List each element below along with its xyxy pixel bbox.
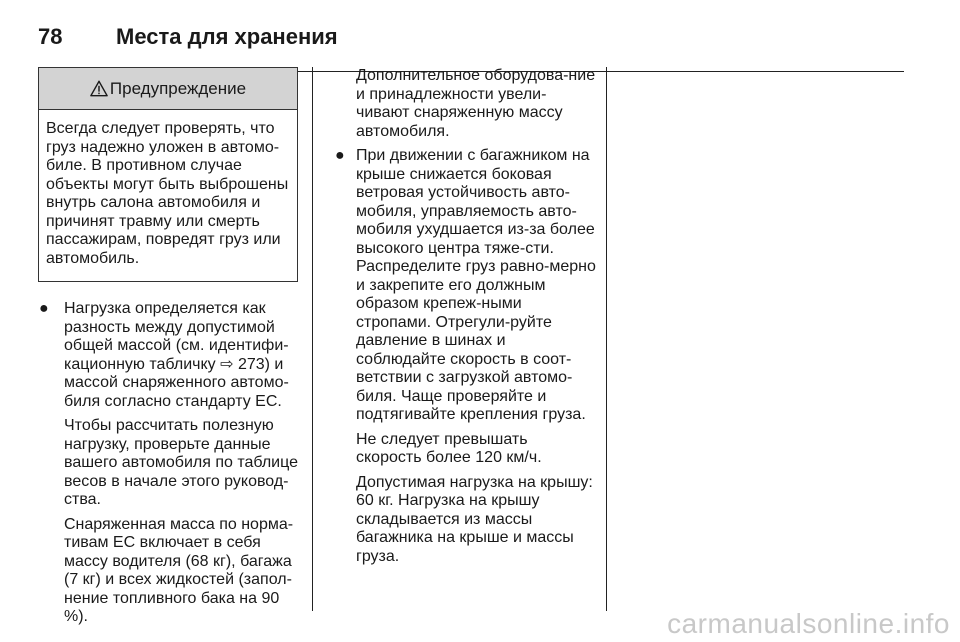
paragraph: Нагрузка определяется как разность между допустимой общей массой (см. идентифи-кационную табличку ⇨ 273) и массой снаряженного автомо-биля согласно стандарту ЕС.: [64, 300, 289, 410]
warning-triangle-icon: [90, 80, 108, 97]
list-item: [38, 300, 298, 627]
column-divider: [312, 67, 313, 611]
warning-box: [38, 67, 298, 282]
warning-title: Предупреждение: [109, 78, 247, 98]
column-1: [38, 67, 298, 633]
bullet-icon: ●: [335, 147, 345, 164]
column-2: [334, 67, 596, 572]
bullet-icon: ●: [39, 300, 49, 317]
warning-header: [39, 68, 297, 110]
paragraph: Снаряженная масса по норма-тивам ЕС включает в себя массу водителя (68 кг), багажа (7 кг) и всех жидкостей (запол-нение топливного бака на 90 %).: [64, 515, 294, 625]
paragraph: Не следует превышать скорость более 120 км/ч.: [356, 430, 542, 466]
paragraph: Чтобы рассчитать полезную нагрузку, проверьте данные вашего автомобиля по таблице весов в начале этого руковод-ства.: [64, 417, 298, 508]
list-item: [334, 147, 596, 566]
page-title: Места для хранения: [116, 24, 338, 49]
paragraph: Допустимая нагрузка на крышу: 60 кг. Нагрузка на крышу складывается из массы багажника на крыше и массы груза.: [356, 473, 593, 565]
paragraph: При движении с багажником на крыше снижается боковая ветровая устойчивость авто-мобиля, управляемость авто-мобиля ухудшается из-за более высокого центра тяже-сти. Распределите груз равно-мерно и закрепите его должным образом крепеж-ными стропами. Отрегули-руйте давление в шинах и соблюдайте скорость в соот-ветствии с загрузкой автомо-биля. Чаще проверяйте и подтягивайте крепления груза.: [356, 147, 596, 423]
page-header: [20, 22, 886, 52]
watermark: carmanualsonline.info: [667, 608, 950, 639]
page-number: 78: [38, 24, 63, 49]
lead-paragraph: Дополнительное оборудова-ние и принадлежности увели-чивают снаряженную массу автомобиля.: [356, 67, 596, 140]
column-divider: [606, 67, 607, 611]
bullet-list: [38, 300, 298, 627]
warning-text: Всегда следует проверять, что груз надежно уложен в автомо-биле. В противном случае объекты могут быть выброшены внутрь салона автомобиля и причинят травму или смерть пассажирам, повредят груз или автомобиль.: [46, 120, 289, 267]
